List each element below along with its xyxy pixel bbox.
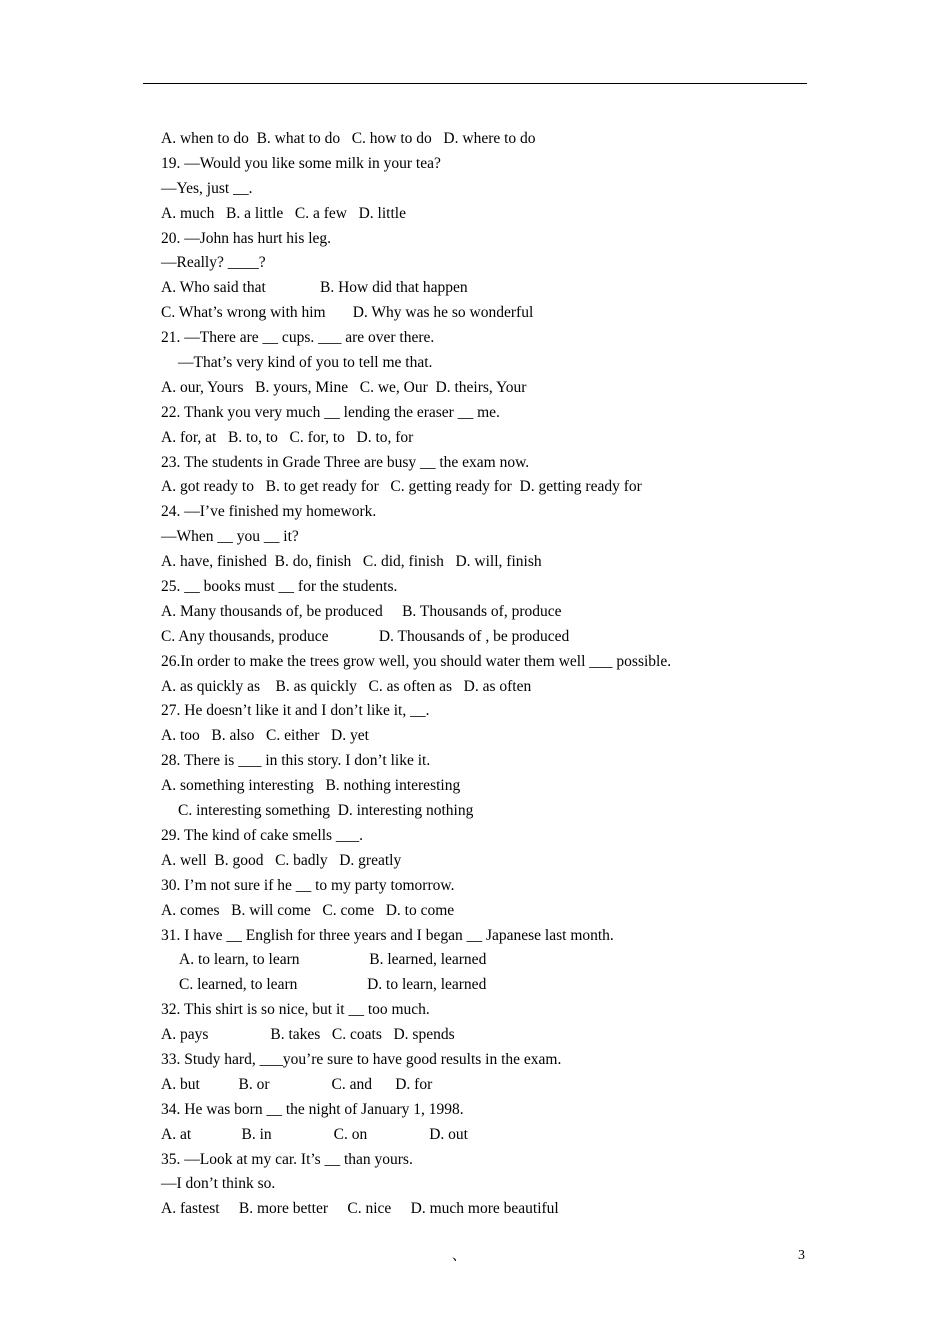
question-20: 20. —John has hurt his leg.: [161, 229, 332, 247]
header-rule: [143, 83, 807, 84]
question-29: 29. The kind of cake smells ___.: [161, 826, 364, 844]
question-21: 21. —There are __ cups. ___ are over there.: [161, 329, 435, 347]
options-35: A. fastest B. more better C. nice D. much more beautiful: [161, 1200, 559, 1218]
question-33: 33. Study hard, ___you’re sure to have good results in the exam.: [161, 1050, 562, 1068]
dialogue-35-reply: —I don’t think so.: [161, 1175, 276, 1193]
options-25-ab: A. Many thousands of, be produced B. Thousands of, produce: [161, 602, 562, 620]
question-list: [161, 127, 801, 1222]
options-31-cd: C. learned, to learn D. to learn, learned: [179, 976, 487, 994]
question-32: 32. This shirt is so nice, but it __ too much.: [161, 1001, 430, 1019]
options-25-cd: C. Any thousands, produce D. Thousands of , be produced: [161, 627, 570, 645]
options-23: A. got ready to B. to get ready for C. getting ready for D. getting ready for: [161, 478, 642, 496]
options-19: A. much B. a little C. a few D. little: [161, 204, 406, 222]
dialogue-24-reply: —When __ you __ it?: [161, 528, 299, 546]
question-26: 26.In order to make the trees grow well, you should water them well ___ possible.: [161, 652, 672, 670]
dialogue-21-reply: —That’s very kind of you to tell me that.: [178, 354, 433, 372]
options-26: A. as quickly as B. as quickly C. as often as D. as often: [161, 677, 532, 695]
dialogue-20-reply: —Really? ____?: [161, 254, 266, 272]
options-20-ab: A. Who said that B. How did that happen: [161, 279, 468, 297]
question-30: 30. I’m not sure if he __ to my party tomorrow.: [161, 876, 455, 894]
options-30: A. comes B. will come C. come D. to come: [161, 901, 455, 919]
options-24: A. have, finished B. do, finish C. did, finish D. will, finish: [161, 553, 542, 571]
question-22: 22. Thank you very much __ lending the eraser __ me.: [161, 403, 500, 421]
options-31-ab: A. to learn, to learn B. learned, learned: [179, 951, 487, 969]
options-29: A. well B. good C. badly D. greatly: [161, 851, 402, 869]
options-22: A. for, at B. to, to C. for, to D. to, for: [161, 428, 414, 446]
options-21: A. our, Yours B. yours, Mine C. we, Our D. theirs, Your: [161, 378, 527, 396]
options-27: A. too B. also C. either D. yet: [161, 727, 369, 745]
question-31: 31. I have __ English for three years and I began __ Japanese last month.: [161, 926, 614, 944]
question-23: 23. The students in Grade Three are busy __ the exam now.: [161, 453, 530, 471]
options-28-cd: C. interesting something D. interesting nothing: [178, 802, 474, 820]
options-18: A. when to do B. what to do C. how to do D. where to do: [161, 130, 536, 147]
options-28-ab: A. something interesting B. nothing interesting: [161, 777, 461, 795]
question-19: 19. —Would you like some milk in your tea?: [161, 154, 441, 172]
options-32: A. pays B. takes C. coats D. spends: [161, 1026, 455, 1044]
dialogue-19-reply: —Yes, just __.: [161, 179, 253, 197]
footer-mark: 、: [452, 1249, 466, 1264]
options-20-cd: C. What’s wrong with him D. Why was he so wonderful: [161, 304, 534, 322]
question-27: 27. He doesn’t like it and I don’t like it, __.: [161, 702, 430, 720]
question-25: 25. __ books must __ for the students.: [161, 578, 398, 596]
question-24: 24. —I’ve finished my homework.: [161, 503, 377, 521]
question-28: 28. There is ___ in this story. I don’t like it.: [161, 752, 431, 770]
question-35: 35. —Look at my car. It’s __ than yours.: [161, 1150, 413, 1168]
options-33: A. but B. or C. and D. for: [161, 1075, 433, 1093]
options-34: A. at B. in C. on D. out: [161, 1125, 468, 1143]
page-number: 3: [798, 1248, 805, 1263]
question-34: 34. He was born __ the night of January 1, 1998.: [161, 1100, 464, 1118]
